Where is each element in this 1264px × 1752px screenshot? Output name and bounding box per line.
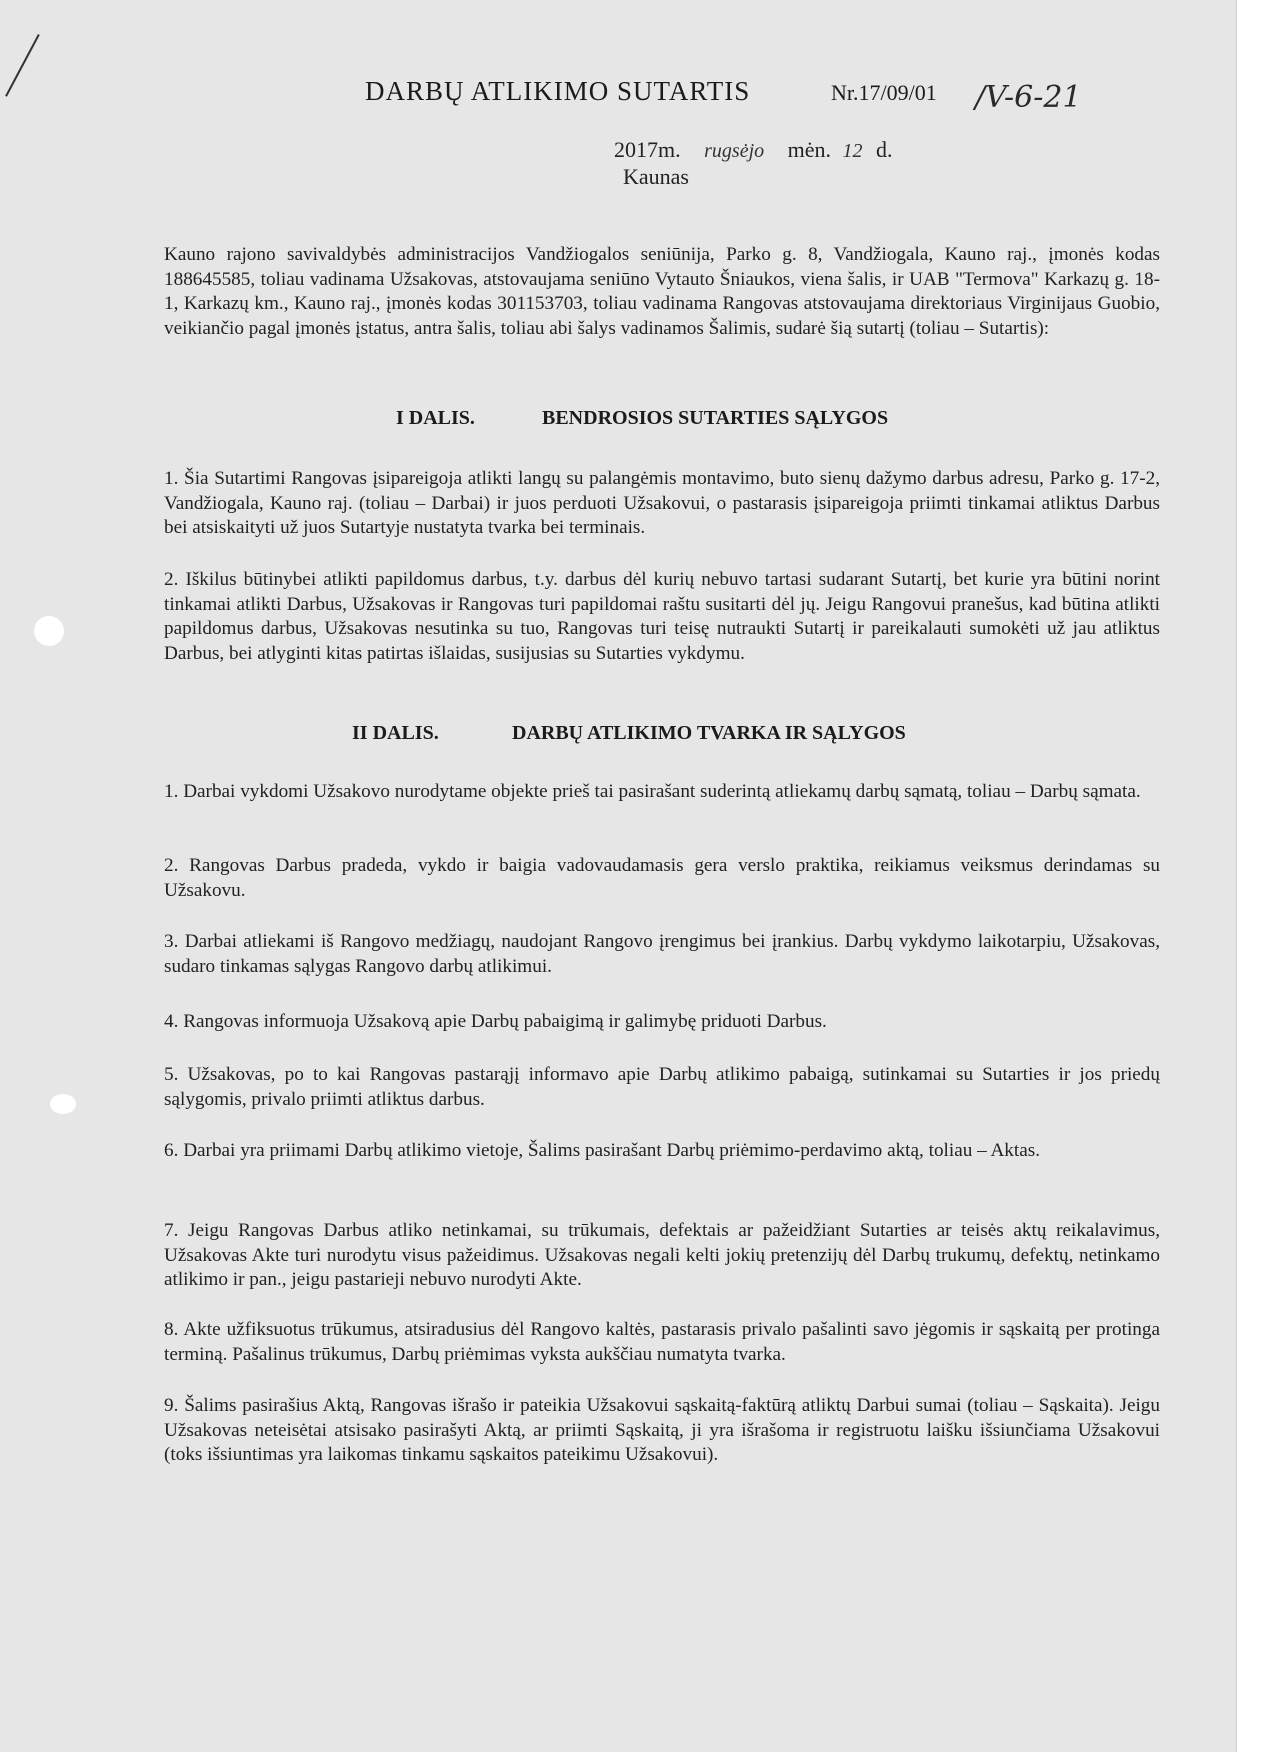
date-day-label: d. xyxy=(876,137,893,162)
handwritten-registration-number: /V-6-21 xyxy=(975,80,1082,115)
section-2-paragraph-9: 9. Šalims pasirašius Aktą, Rangovas išrašo ir pateikia Užsakovui sąskaitą-faktūrą atliktų Darbui sumai (toliau – Sąskaita). Jeigu Užsakovas neteisėtai atsisako pasirašyti Aktą, ar priimti Sąskaitą, ji yra išrašoma ir registruotu laišku išsiunčiama Užsakovui (toks išsiuntimas yra laikomas tinkamu sąskaitos pateikimu Užsakovui). xyxy=(164,1395,1160,1465)
section-2-paragraph-2: 2. Rangovas Darbus pradeda, vykdo ir baigia vadovaudamasis gera verslo praktika, reikiamus veiksmus derindamas su Užsakovu. xyxy=(164,855,1160,901)
section-2-paragraph-3: 3. Darbai atliekami iš Rangovo medžiagų, naudojant Rangovo įrengimus bei įrankius. Darbų vykdymo laikotarpiu, Užsakovas, sudaro tinkamas sąlygas Rangovo darbų atlikimui. xyxy=(164,931,1160,977)
section-2-paragraph-8: 8. Akte užfiksuotus trūkumus, atsiradusius dėl Rangovo kaltės, pastarasis privalo pašalinti savo jėgomis ir sąskaitą per protinga terminą. Pašalinus trūkumus, Darbų priėmimas vyksta aukščiau numatyta tvarka. xyxy=(164,1319,1160,1365)
section-2-paragraph-5: 5. Užsakovas, po to kai Rangovas pastarąjį informavo apie Darbų atlikimo pabaigą, sutinkamai su Sutarties ir jos priedų sąlygomis, privalo priimti atliktus darbus. xyxy=(164,1064,1160,1110)
section-2-paragraph-1: 1. Darbai vykdomi Užsakovo nurodytame objekte prieš tai pasirašant suderintą atliekamų darbų sąmatą, toliau – Darbų sąmata. xyxy=(164,781,1141,802)
date-month-label: mėn. xyxy=(787,137,832,162)
section-2-paragraph-4: 4. Rangovas informuoja Užsakovą apie Darbų pabaigimą ir galimybę priduoti Darbus. xyxy=(164,1011,827,1032)
punch-hole-top xyxy=(34,616,64,646)
date-month-handwritten: rugsėjo xyxy=(704,140,765,162)
section-2-paragraph-6: 6. Darbai yra priimami Darbų atlikimo vietoje, Šalims pasirašant Darbų priėmimo-perdavimo aktą, toliau – Aktas. xyxy=(164,1140,1041,1161)
document-title: DARBŲ ATLIKIMO SUTARTIS xyxy=(365,76,751,106)
intro-paragraph: Kauno rajono savivaldybės administracijos Vandžiogalos seniūnija, Parko g. 8, Vandžiogala, Kauno raj., įmonės kodas 188645585, toliau vadinama Užsakovas, atstovaujama seniūno Vytauto Šniaukos, viena šalis, ir UAB "Termova" Karkazų g. 18-1, Karkazų km., Kauno raj., įmonės kodas 301153703, toliau vadinama Rangovas atstovaujama direktoriaus Virginijaus Guobio, veikiančio pagal įmonės įstatus, antra šalis, toliau abi šalys vadinamos Šalimis, sudarė šią sutartį (toliau – Sutartis): xyxy=(164,244,1160,339)
contract-date xyxy=(614,137,893,163)
section-title: DARBŲ ATLIKIMO TVARKA IR SĄLYGOS xyxy=(512,722,906,744)
section-title: BENDROSIOS SUTARTIES SĄLYGOS xyxy=(542,407,889,429)
document-number: Nr.17/09/01 xyxy=(831,80,937,105)
contract-city: Kaunas xyxy=(623,164,689,189)
section-2-paragraph-7: 7. Jeigu Rangovas Darbus atliko netinkamai, su trūkumais, defektais ar pažeidžiant Sutarties ar teisės aktų reikalavimus, Užsakovas Akte turi nurodytu visus pažeidimus. Užsakovas negali kelti jokių pretenzijų dėl Darbų trukumų, defektų, netinkamo atlikimo ir pan., jeigu pastarieji nebuvo nurodyti Akte. xyxy=(164,1220,1160,1290)
section-part-label: II DALIS. xyxy=(352,722,439,744)
section-part-label: I DALIS. xyxy=(396,407,475,429)
punch-hole-bottom xyxy=(50,1094,76,1114)
date-year: 2017m. xyxy=(614,137,681,162)
section-1-paragraph-1: 1. Šia Sutartimi Rangovas įsipareigoja atlikti langų su palangėmis montavimo, buto sienų dažymo darbus adresu, Parko g. 17-2, Vandžiogala, Kauno raj. (toliau – Darbai) ir juos perduoti Užsakovui, o pastarasis įsipareigoja priimti tinkamai atliktus Darbus bei atsiskaityti už juos Sutartyje nustatyta tvarka bei terminais. xyxy=(164,468,1160,538)
date-day-handwritten: 12 xyxy=(842,140,863,162)
section-1-paragraph-2: 2. Iškilus būtinybei atlikti papildomus darbus, t.y. darbus dėl kurių nebuvo tartasi sudarant Sutartį, bet kurie yra būtini norint tinkamai atlikti Darbus, Užsakovas ir Rangovas turi papildomai raštu susitarti dėl jų. Jeigu Rangovui pranešus, kad būtina atlikti papildomus darbus, Užsakovas nesutinka su tuo, Rangovas turi teisę nutraukti Sutartį ir pareikalauti sumokėti už jau atliktus Darbus, bei atlyginti kitas patirtas išlaidas, susijusias su Sutarties vykdymu. xyxy=(164,569,1160,664)
